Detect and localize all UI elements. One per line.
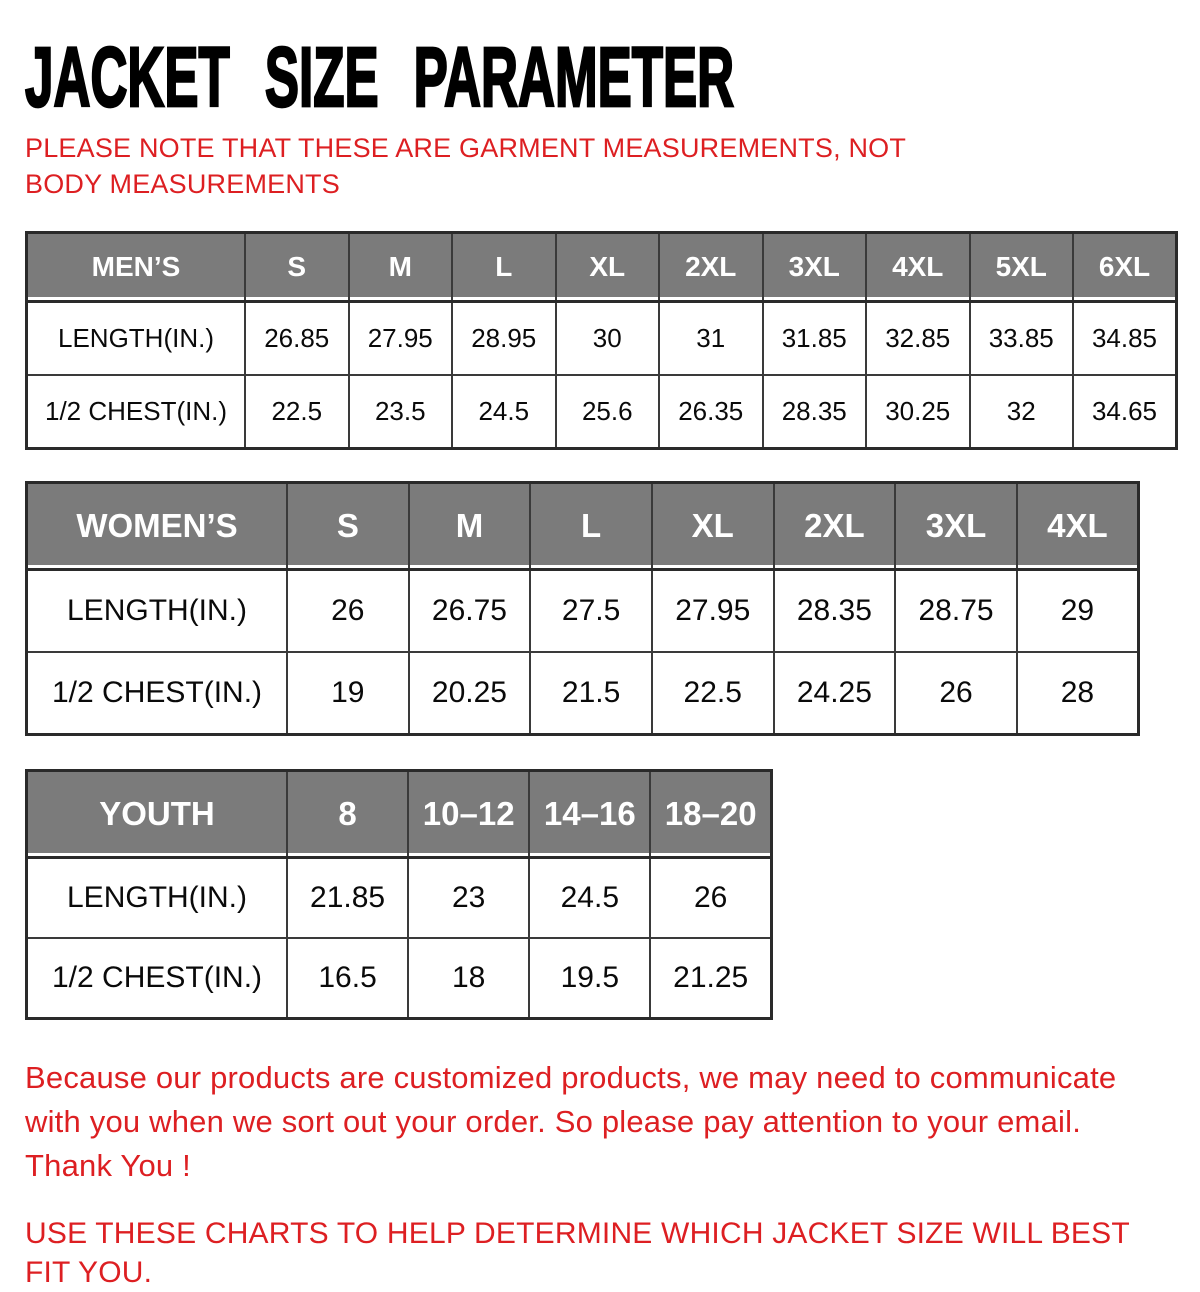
womens-header-row xyxy=(27,482,1139,569)
size-header-cell: M xyxy=(409,482,531,569)
value-cell: 28.35 xyxy=(763,375,867,449)
size-header-cell: 2XL xyxy=(659,232,763,301)
value-cell: 32.85 xyxy=(866,301,970,375)
mens-header-row xyxy=(27,232,1177,301)
value-cell: 27.95 xyxy=(652,569,774,652)
value-cell: 22.5 xyxy=(652,652,774,735)
size-header-cell: 6XL xyxy=(1073,232,1177,301)
value-cell: 30.25 xyxy=(866,375,970,449)
table-row xyxy=(27,857,772,938)
size-header-cell: XL xyxy=(556,232,660,301)
size-header-cell: 5XL xyxy=(970,232,1074,301)
size-header-cell: M xyxy=(349,232,453,301)
womens-table-title-cell: WOMEN’S xyxy=(27,482,288,569)
value-cell: 26 xyxy=(895,652,1017,735)
size-header-cell: 10–12 xyxy=(408,770,529,857)
page-title-wrap xyxy=(25,28,1178,125)
customization-notice: Because our products are customized products, we may need to communicate with you when we sort out your order. So please pay attention to your email. Thank You ! xyxy=(25,1059,1117,1183)
value-cell: 27.5 xyxy=(530,569,652,652)
value-cell: 19.5 xyxy=(529,938,650,1019)
value-cell: 21.25 xyxy=(650,938,771,1019)
row-label-cell: 1/2 CHEST(IN.) xyxy=(27,375,246,449)
womens-size-table xyxy=(25,481,1140,736)
value-cell: 24.5 xyxy=(529,857,650,938)
value-cell: 23.5 xyxy=(349,375,453,449)
youth-size-table xyxy=(25,769,773,1020)
value-cell: 18 xyxy=(408,938,529,1019)
row-label-cell: 1/2 CHEST(IN.) xyxy=(27,652,288,735)
size-header-cell: 4XL xyxy=(866,232,970,301)
value-cell: 34.65 xyxy=(1073,375,1177,449)
row-label-cell: LENGTH(IN.) xyxy=(27,857,288,938)
value-cell: 30 xyxy=(556,301,660,375)
size-header-cell: XL xyxy=(652,482,774,569)
value-cell: 21.85 xyxy=(287,857,408,938)
value-cell: 29 xyxy=(1017,569,1139,652)
size-header-cell: S xyxy=(287,482,409,569)
value-cell: 28 xyxy=(1017,652,1139,735)
size-header-cell: 8 xyxy=(287,770,408,857)
size-header-cell: 4XL xyxy=(1017,482,1139,569)
value-cell: 31.85 xyxy=(763,301,867,375)
mens-table-title-cell: MEN’S xyxy=(27,232,246,301)
row-label-cell: LENGTH(IN.) xyxy=(27,301,246,375)
value-cell: 24.25 xyxy=(774,652,896,735)
youth-header-row xyxy=(27,770,772,857)
size-header-cell: 18–20 xyxy=(650,770,771,857)
value-cell: 16.5 xyxy=(287,938,408,1019)
size-header-cell: L xyxy=(530,482,652,569)
value-cell: 26 xyxy=(650,857,771,938)
size-header-cell: 3XL xyxy=(763,232,867,301)
size-header-cell: S xyxy=(245,232,349,301)
value-cell: 23 xyxy=(408,857,529,938)
value-cell: 28.95 xyxy=(452,301,556,375)
value-cell: 24.5 xyxy=(452,375,556,449)
value-cell: 26.85 xyxy=(245,301,349,375)
value-cell: 31 xyxy=(659,301,763,375)
row-label-cell: LENGTH(IN.) xyxy=(27,569,288,652)
value-cell: 27.95 xyxy=(349,301,453,375)
value-cell: 25.6 xyxy=(556,375,660,449)
value-cell: 20.25 xyxy=(409,652,531,735)
size-header-cell: 2XL xyxy=(774,482,896,569)
value-cell: 33.85 xyxy=(970,301,1074,375)
value-cell: 34.85 xyxy=(1073,301,1177,375)
value-cell: 26 xyxy=(287,569,409,652)
value-cell: 26.35 xyxy=(659,375,763,449)
mens-size-table xyxy=(25,231,1178,450)
garment-measurement-note: PLEASE NOTE THAT THESE ARE GARMENT MEASUREMENTS, NOT BODY MEASUREMENTS xyxy=(25,133,906,200)
size-header-cell: L xyxy=(452,232,556,301)
size-header-cell: 14–16 xyxy=(529,770,650,857)
value-cell: 19 xyxy=(287,652,409,735)
value-cell: 21.5 xyxy=(530,652,652,735)
value-cell: 28.75 xyxy=(895,569,1017,652)
row-label-cell: 1/2 CHEST(IN.) xyxy=(27,938,288,1019)
youth-table-title-cell: YOUTH xyxy=(27,770,288,857)
table-row xyxy=(27,652,1139,735)
value-cell: 28.35 xyxy=(774,569,896,652)
chart-usage-hint: USE THESE CHARTS TO HELP DETERMINE WHICH JACKET SIZE WILL BEST FIT YOU. xyxy=(25,1216,1130,1289)
value-cell: 26.75 xyxy=(409,569,531,652)
value-cell: 22.5 xyxy=(245,375,349,449)
value-cell: 32 xyxy=(970,375,1074,449)
table-row xyxy=(27,301,1177,375)
table-row xyxy=(27,569,1139,652)
table-row xyxy=(27,375,1177,449)
page-title: JACKET SIZE PARAMETER xyxy=(25,29,735,125)
size-header-cell: 3XL xyxy=(895,482,1017,569)
table-row xyxy=(27,938,772,1019)
